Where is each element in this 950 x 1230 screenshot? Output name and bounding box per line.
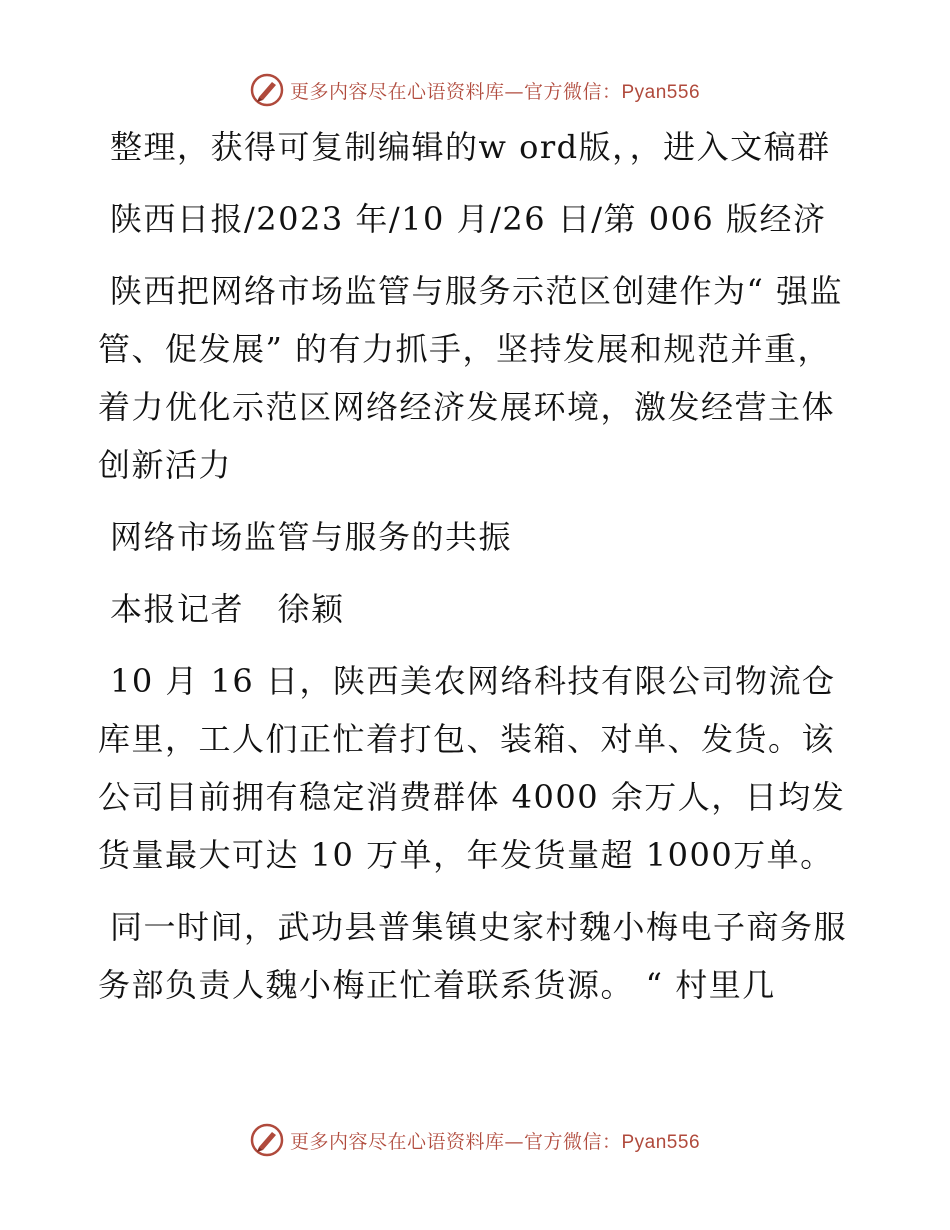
paragraph-body-2: 同一时间，武功县普集镇史家村魏小梅电子商务服务部负责人魏小梅正忙着联系货源。 “ 村里几 (98, 908, 848, 1004)
pen-logo-icon (250, 1123, 284, 1157)
header-banner (0, 70, 950, 110)
document-body (98, 118, 858, 1014)
paragraph-body-1: 10 月 16 日，陕西美农网络科技有限公司物流仓库里，工人们正忙着打包、装箱、对单、发货。该公司目前拥有稳定消费群体 4000 余万人，日均发货量最大可达 10 万单，年发货量超 1000万单。 (98, 662, 846, 874)
footer-banner-text: 更多内容尽在心语资料库—官方微信：Pyan556 (289, 1130, 701, 1153)
article-title: 网络市场监管与服务的共振 (110, 518, 513, 556)
paragraph-source: 陕西日报/2023 年/10 月/26 日/第 006 版经济 (110, 200, 827, 238)
article-byline: 本报记者 徐颖 (110, 590, 345, 628)
paragraph-intro: 整理，获得可复制编辑的w ord版，，进入文稿群 (110, 128, 831, 166)
pen-logo-icon (250, 73, 284, 107)
paragraph-lead: 陕西把网络市场监管与服务示范区创建作为“ 强监管、促发展” 的有力抓手，坚持发展和规范并重，着力优化示范区网络经济发展环境，激发经营主体创新活力 (98, 272, 844, 484)
header-banner-text: 更多内容尽在心语资料库—官方微信：Pyan556 (289, 80, 701, 103)
footer-banner (0, 1120, 950, 1160)
